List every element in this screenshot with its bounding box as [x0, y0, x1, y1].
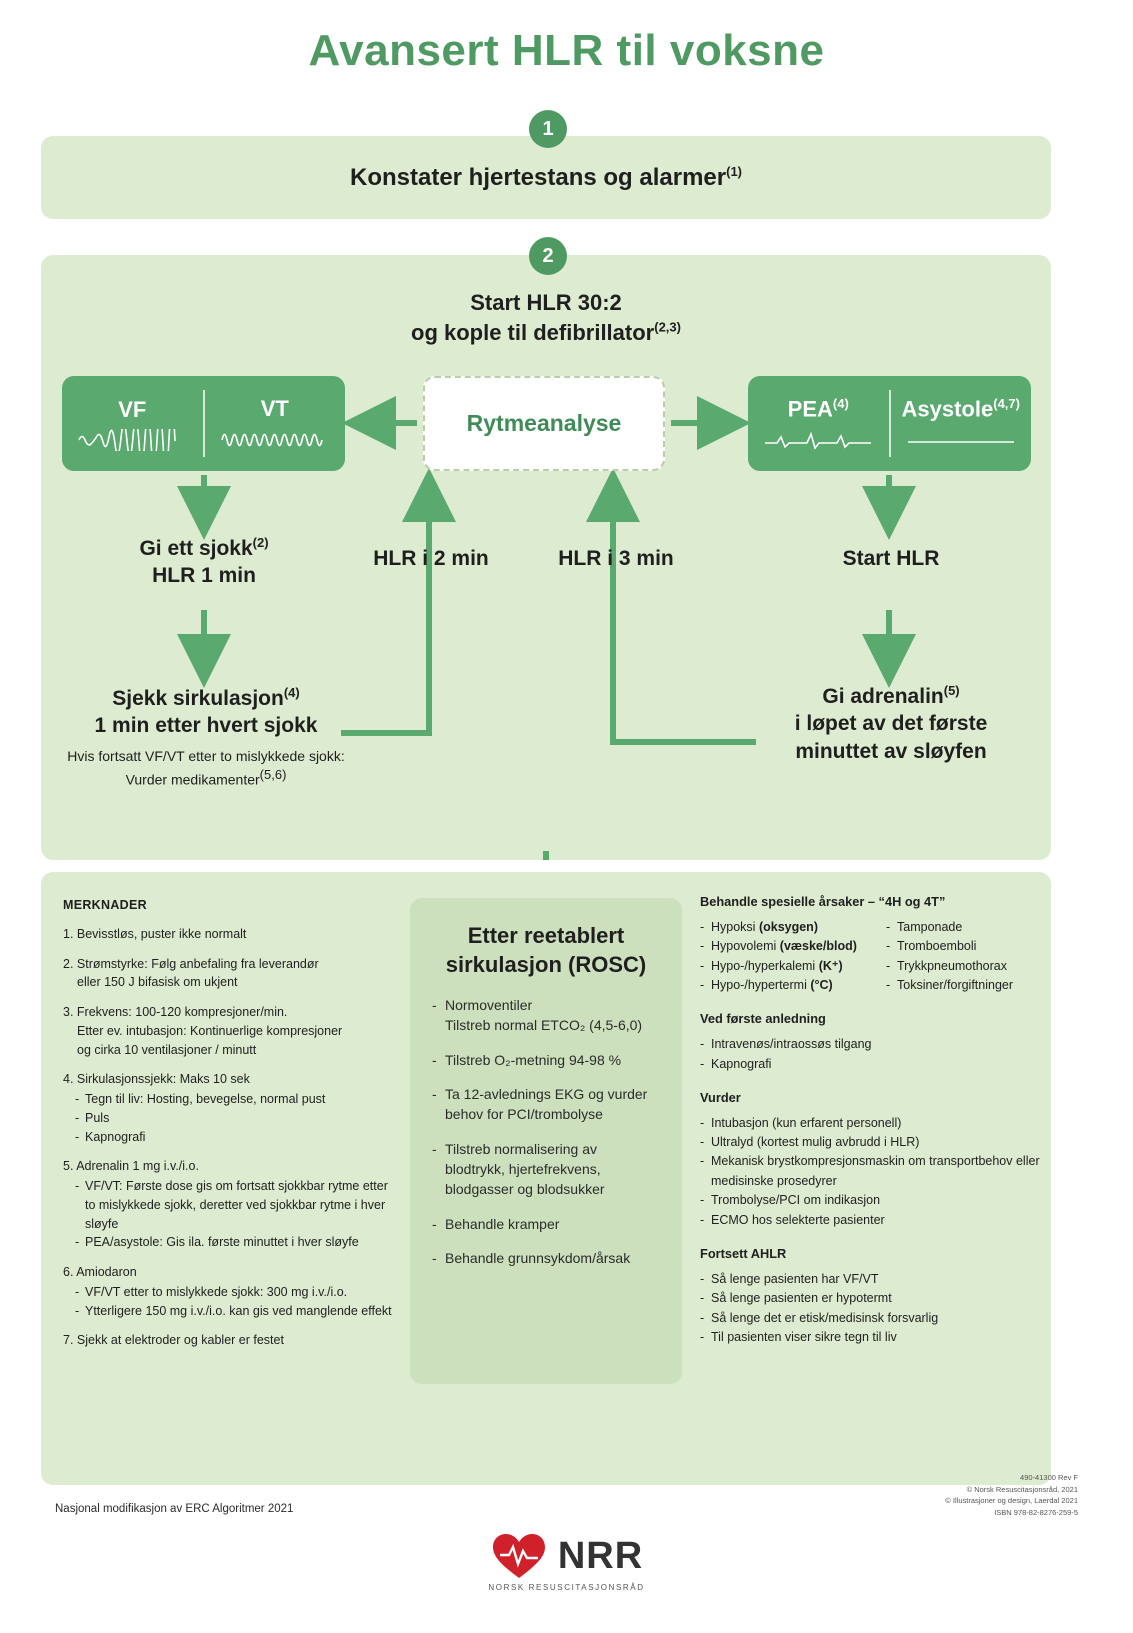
asystole-ref: (4,7): [993, 396, 1020, 412]
pea-ref: (4): [832, 396, 849, 412]
give-shock-line1: Gi ett sjokk: [139, 537, 253, 560]
give-shock-line2: HLR 1 min: [152, 564, 256, 588]
rosc-item: - Ta 12-avlednings EKG og vurder behov for PCI/trombolyse: [432, 1084, 660, 1125]
check-circulation-ref: (4): [283, 685, 300, 700]
step-2-panel: [41, 255, 1051, 860]
list-item: - Toksiner/forgiftninger: [886, 976, 1040, 995]
rhythm-analysis-box: Rytmeanalyse: [423, 376, 665, 471]
check-circulation-block: [51, 685, 361, 790]
start-hlr-line2: og kople til defibrillator: [411, 319, 655, 345]
start-hlr-ref: (2,3): [654, 319, 681, 335]
give-adrenalin-text: [741, 683, 1041, 765]
step-1-panel: [41, 136, 1051, 219]
asystole-flatline-icon: [906, 429, 1016, 451]
rosc-item: - Tilstreb normalisering av blodtrykk, hjertefrekvens, blodgasser og blodsukker: [432, 1139, 660, 1200]
list-item: - Mekanisk brystkompresjonsmaskin om transportbehov eller medisinske prosedyrer: [700, 1152, 1040, 1191]
list-item: - Ultralyd (kortest mulig avbrudd i HLR): [700, 1133, 1040, 1152]
consider-heading: Vurder: [700, 1089, 741, 1105]
give-adrenalin-line3: minuttet av sløyfen: [795, 739, 987, 763]
note-item: [63, 1070, 393, 1146]
note-item: [63, 1263, 393, 1320]
first-opportunity-list: [700, 1035, 1040, 1074]
note-bullets: [75, 1177, 393, 1252]
give-adrenalin-line1: Gi adrenalin: [822, 685, 944, 708]
check-circulation-line2: 1 min etter hvert sjokk: [94, 714, 318, 738]
asystole-half: [891, 376, 1032, 471]
pea-waveform-icon: [763, 429, 873, 451]
note-bullet: - Tegn til liv: Hosting, bevegelse, normal pust: [85, 1090, 393, 1109]
note-item: [63, 1157, 393, 1252]
start-hlr-line1: Start HLR 30:2: [470, 290, 622, 315]
logo-subtitle: NORSK RESUSCITASJONSRÅD: [488, 1583, 645, 1592]
note-line: eller 150 J bifasisk om ukjent: [77, 975, 238, 990]
check-circulation-line1: Sjekk sirkulasjon: [112, 687, 284, 710]
list-item: - Tromboemboli: [886, 937, 1040, 956]
give-shock-text: [74, 535, 334, 590]
continue-group: [700, 1244, 1040, 1347]
note-head: 4. Sirkulasjonssjekk: Maks 10 sek: [63, 1072, 250, 1087]
note-head: 1. Bevisstløs, puster ikke normalt: [63, 926, 247, 941]
hlr-3min-block: [521, 545, 711, 572]
step-badge-1: 1: [529, 110, 567, 148]
heart-icon: [490, 1531, 548, 1581]
list-item: - Så lenge pasienten er hypotermt: [700, 1289, 1040, 1308]
check-circulation-note: [51, 746, 361, 790]
right-column: [700, 892, 1040, 1361]
hlr-2min-label: HLR i 2 min: [373, 547, 489, 570]
list-item: - Trombolyse/PCI om indikasjon: [700, 1191, 1040, 1210]
causes-left-list: [700, 918, 886, 996]
logo-row: [490, 1531, 643, 1581]
rosc-item: - Behandle kramper: [432, 1214, 660, 1234]
list-item: - Intravenøs/intraossøs tilgang: [700, 1035, 1040, 1054]
notes-heading: MERKNADER: [63, 898, 147, 912]
check-note-line2: Vurder medikamenter: [125, 771, 260, 788]
vf-waveform-icon: [77, 429, 187, 451]
notes-column: [63, 896, 393, 1361]
asystole-label-wrap: [902, 396, 1020, 422]
check-circulation-text: [51, 685, 361, 740]
list-item: - Hypoksi (oksygen): [700, 918, 886, 937]
note-head: 6. Amiodaron: [63, 1265, 137, 1279]
list-item: - ECMO hos selekterte pasienter: [700, 1211, 1040, 1230]
rosc-item: - Tilstreb O₂-metning 94-98 %: [432, 1050, 660, 1070]
note-bullet: - Puls: [85, 1109, 393, 1128]
note-bullet: - VF/VT etter to mislykkede sjokk: 300 mg i.v./i.o.: [85, 1283, 393, 1302]
footer-right-text: 490-41300 Rev F © Norsk Resuscitasjonsråd, 2021 © Illustrasjoner og design, Laerdal 2021 ISBN 978-82-8276-259-5: [945, 1473, 1078, 1517]
list-item: - Hypovolemi (væske/blod): [700, 937, 886, 956]
note-head: 3. Frekvens: 100-120 kompresjoner/min.: [63, 1005, 288, 1019]
logo-text: NRR: [557, 1534, 644, 1577]
continue-list: [700, 1270, 1040, 1348]
consider-group: [700, 1088, 1040, 1230]
check-note-line1: Hvis fortsatt VF/VT etter to mislykkede sjokk:: [67, 747, 345, 764]
give-adrenalin-line2: i løpet av det første: [794, 712, 988, 736]
causes-group: [700, 892, 1040, 995]
note-bullet: - Kapnografi: [85, 1128, 393, 1147]
start-hlr-heading: [41, 288, 1051, 347]
note-item: [63, 1331, 393, 1350]
pea-half: [748, 376, 889, 471]
start-hlr-label: Start HLR: [842, 547, 940, 570]
note-head: 5. Adrenalin 1 mg i.v./i.o.: [63, 1159, 199, 1174]
pea-label-wrap: [788, 396, 849, 422]
hlr-3min-label: HLR i 3 min: [558, 547, 674, 570]
list-item: - Så lenge pasienten har VF/VT: [700, 1270, 1040, 1289]
step-1-text: [350, 164, 742, 192]
list-item: - Så lenge det er etisk/medisinsk forsvarlig: [700, 1309, 1040, 1328]
page-title: Avansert HLR til voksne: [308, 26, 825, 75]
note-line: og cirka 10 ventilasjoner / minutt: [77, 1042, 257, 1057]
causes-two-col: [700, 918, 1040, 996]
first-opportunity-group: [700, 1009, 1040, 1074]
give-shock-ref: (2): [252, 535, 269, 550]
list-item: - Til pasienten viser sikre tegn til liv: [700, 1328, 1040, 1347]
footer-left-text: Nasjonal modifikasjon av ERC Algoritmer 2021: [55, 1503, 294, 1515]
list-item: - Tamponade: [886, 918, 1040, 937]
note-item: [63, 925, 393, 944]
vt-label: VT: [260, 395, 289, 421]
first-opportunity-heading: Ved første anledning: [700, 1011, 826, 1027]
vt-half: [205, 376, 346, 471]
check-note-ref: (5,6): [259, 766, 287, 782]
give-adrenalin-ref: (5): [943, 683, 960, 698]
list-item: - Hypo-/hypertermi (°C): [700, 976, 886, 995]
causes-right-list: [886, 918, 1040, 996]
notes-list: [63, 925, 393, 1350]
note-head: 7. Sjekk at elektroder og kabler er festet: [63, 1333, 284, 1348]
vf-label: VF: [118, 396, 147, 422]
note-item: [63, 955, 393, 993]
note-item: [63, 1003, 393, 1059]
note-bullet: - Ytterligere 150 mg i.v./i.o. kan gis ved manglende effekt: [85, 1302, 393, 1321]
asystole-label: Asystole: [901, 396, 994, 422]
note-head: 2. Strømstyrke: Følg anbefaling fra leverandør: [63, 956, 319, 971]
consider-list: [700, 1114, 1040, 1230]
continue-heading: Fortsett AHLR: [700, 1245, 787, 1261]
pea-asystole-box: [748, 376, 1031, 471]
causes-heading: Behandle spesielle årsaker – “4H og 4T”: [700, 894, 946, 909]
give-adrenalin-block: [741, 683, 1041, 765]
note-bullet: - PEA/asystole: Gis ila. første minuttet i hver sløyfe: [85, 1233, 393, 1252]
hlr-2min-block: [336, 545, 526, 572]
note-bullets: [75, 1283, 393, 1321]
note-line: Etter ev. intubasjon: Kontinuerlige kompresjoner: [77, 1023, 343, 1038]
rosc-list: [432, 995, 660, 1268]
start-hlr-block: [776, 545, 1006, 572]
step-1-ref: (1): [726, 163, 742, 179]
list-item: - Trykkpneumothorax: [886, 957, 1040, 976]
vf-half: [62, 376, 203, 471]
rosc-item: - Behandle grunnsykdom/årsak: [432, 1248, 660, 1268]
note-bullets: [75, 1090, 393, 1146]
vf-vt-box: [62, 376, 345, 471]
rosc-panel: [410, 898, 682, 1384]
step-1-label: Konstater hjertestans og alarmer: [349, 163, 727, 191]
pea-label: PEA: [787, 396, 833, 422]
rosc-title: [432, 922, 660, 979]
give-shock-block: [74, 535, 334, 590]
nrr-logo: [0, 1531, 1133, 1592]
vt-waveform-icon: [220, 428, 330, 452]
step-badge-2: 2: [529, 237, 567, 275]
rosc-title-line1: Etter reetablert: [467, 923, 625, 948]
rosc-item: - Normoventiler Tilstreb normal ETCO₂ (4,5-6,0): [432, 995, 660, 1036]
bottom-panel: [41, 872, 1051, 1485]
list-item: - Hypo-/hyperkalemi (K⁺): [700, 957, 886, 976]
list-item: - Kapnografi: [700, 1055, 1040, 1074]
rosc-title-line2: sirkulasjon (ROSC): [445, 951, 647, 977]
note-bullet: - VF/VT: Første dose gis om fortsatt sjokkbar rytme etter to mislykkede sjokk, deretter ved sjokkbar rytme i hver sløyfe: [85, 1177, 393, 1233]
list-item: - Intubasjon (kun erfarent personell): [700, 1114, 1040, 1133]
